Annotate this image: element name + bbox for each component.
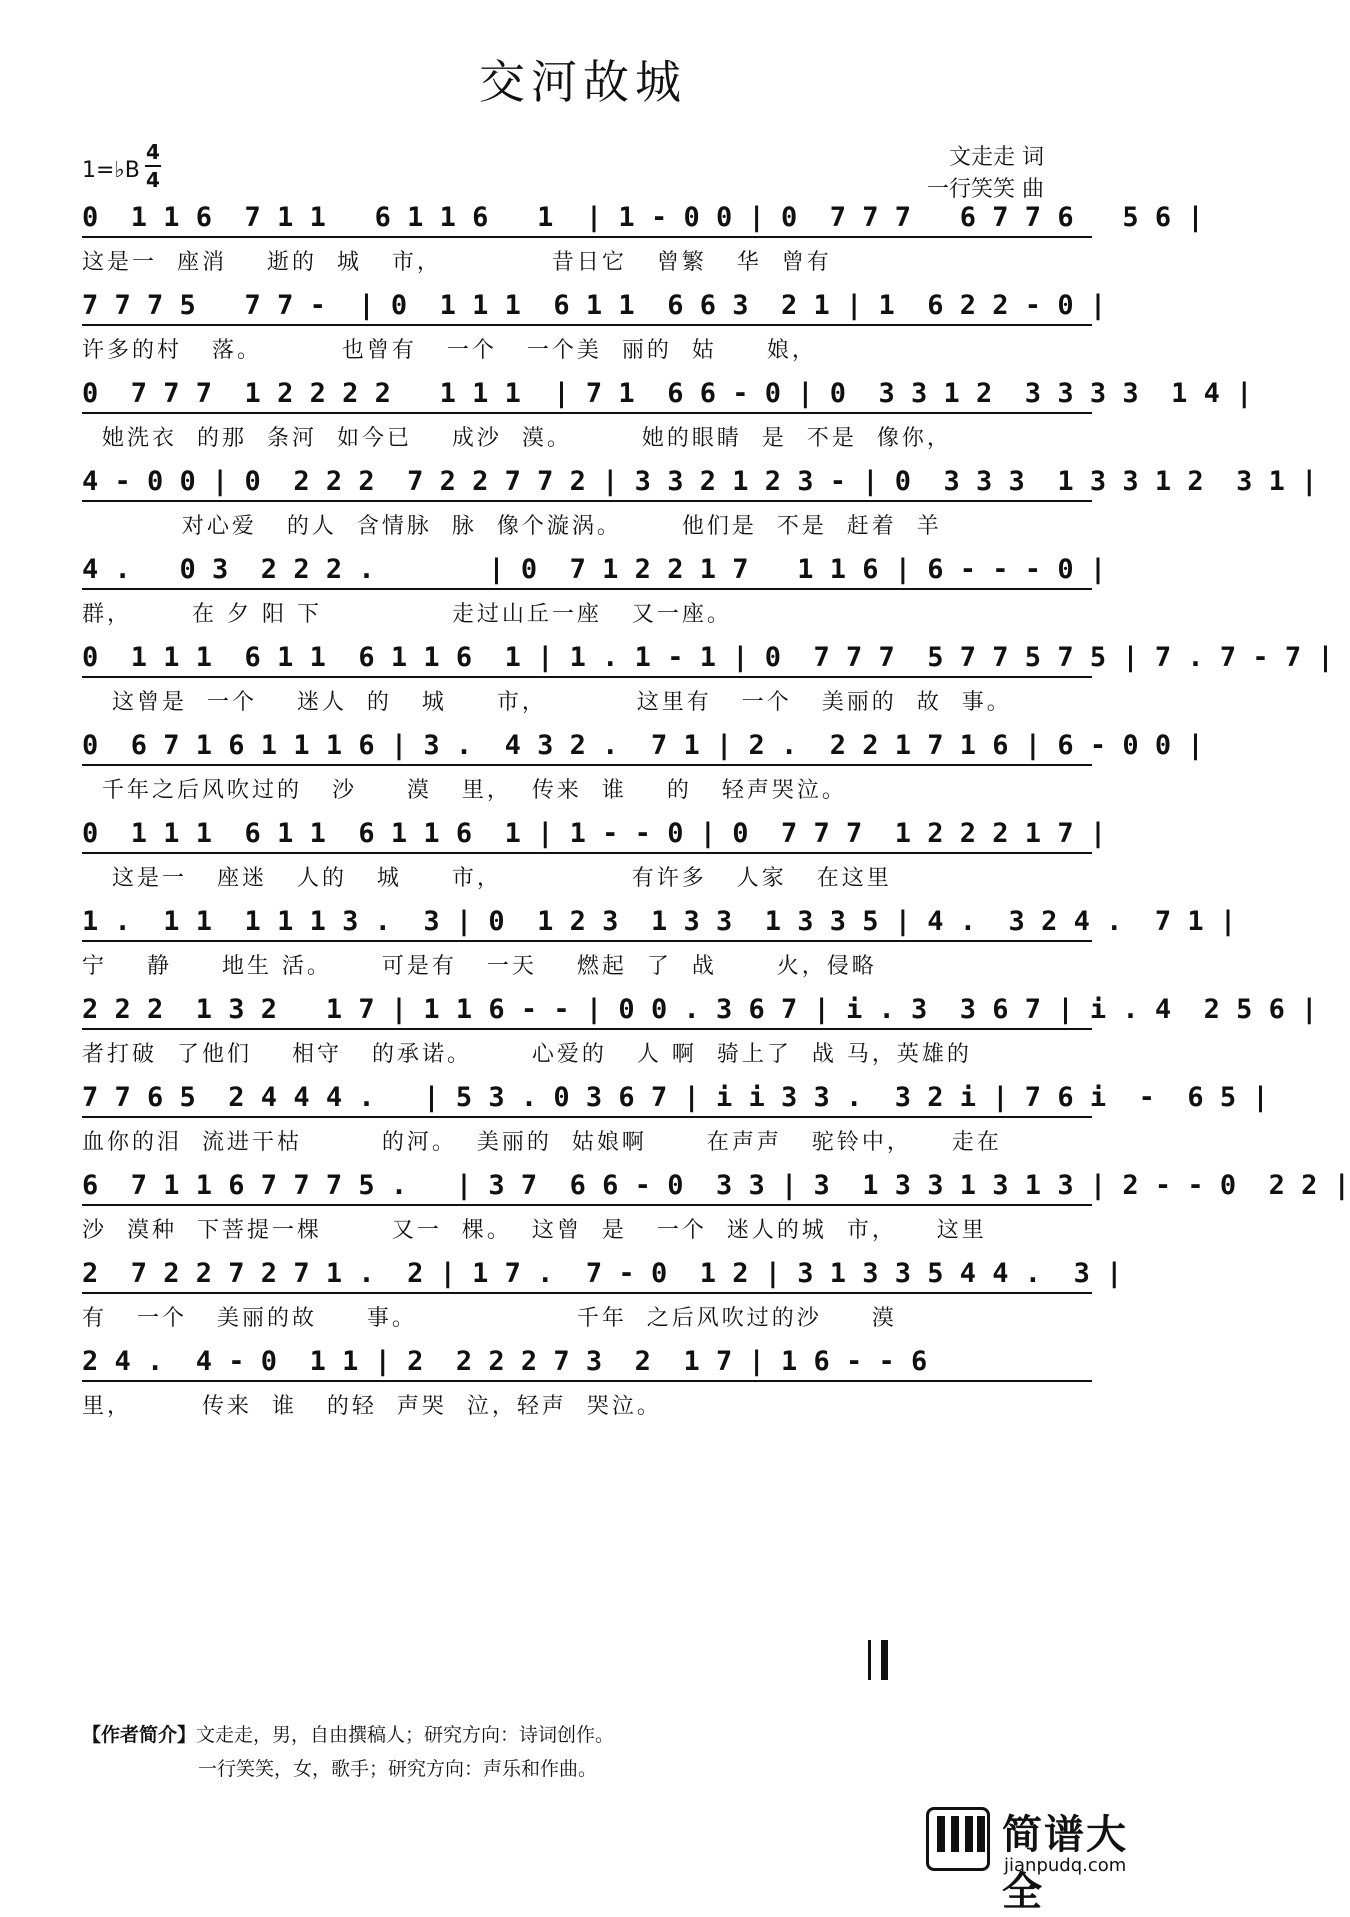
lyric-line: 这曾是 一个 迷人 的 城 市， 这里有 一个 美丽的 故 事。 — [82, 690, 1012, 715]
score-row — [82, 1078, 1269, 1170]
time-signature — [143, 140, 163, 192]
credits — [927, 142, 1044, 206]
beam-line — [82, 940, 1092, 942]
lyric-line: 沙 漠种 下菩提一棵 又一 棵。 这曾 是 一个 迷人的城 市， 这里 — [82, 1218, 987, 1243]
beam-line — [82, 676, 1092, 678]
beam-line — [82, 500, 1092, 502]
beam-line — [82, 236, 1092, 238]
lyric-line: 里， 传来 谁 的轻 声哭 泣，轻声 哭泣。 — [82, 1394, 662, 1419]
lyric-line: 者打破 了他们 相守 的承诺。 心爱的 人 啊 骑上了 战 马，英雄的 — [82, 1042, 972, 1067]
beam-line — [82, 412, 1092, 414]
score-row — [82, 1254, 1123, 1346]
notation-line: 0 1 1 1 6 1 1 6 1 1 6 1 | 1 - - 0 | 0 7 7 7 1 2 2 2 1 7 | — [82, 818, 1107, 849]
beam-line — [82, 764, 1092, 766]
lyric-line: 有 一个 美丽的故 事。 千年 之后风吹过的沙 漠 — [82, 1306, 897, 1331]
beam-line — [82, 852, 1092, 854]
lyric-line: 宁 静 地生 活。 可是有 一天 燃起 了 战 火，侵略 — [82, 954, 877, 979]
lyric-line: 对心爱 的人 含情脉 脉 像个漩涡。 他们是 不是 赶着 羊 — [82, 514, 942, 539]
beam-line — [82, 324, 1092, 326]
beam-line — [82, 1292, 1092, 1294]
beam-line — [82, 1380, 1092, 1382]
notation-line: 4 . 0 3 2 2 2 . | 0 7 1 2 2 1 7 1 1 6 | 6 - - - 0 | — [82, 554, 1107, 585]
lyric-line: 群， 在 夕 阳 下 走过山丘一座 又一座。 — [82, 602, 732, 627]
notation-line: 7 7 7 5 7 7 - | 0 1 1 1 6 1 1 6 6 3 2 1 | 1 6 2 2 - 0 | — [82, 290, 1107, 321]
lyric-line: 血你的泪 流进干枯 的河。 美丽的 姑娘啊 在声声 驼铃中， 走在 — [82, 1130, 1002, 1155]
lyric-line: 这是一 座迷 人的 城 市， 有许多 人家 在这里 — [82, 866, 892, 891]
final-barline — [868, 1640, 888, 1680]
notation-line: 0 1 1 6 7 1 1 6 1 1 6 1 | 1 - 0 0 | 0 7 7 7 6 7 7 6 5 6 | — [82, 202, 1204, 233]
score-row — [82, 198, 1204, 290]
beam-line — [82, 1116, 1092, 1118]
beam-line — [82, 588, 1092, 590]
notation-line: 4 - 0 0 | 0 2 2 2 7 2 2 7 7 2 | 3 3 2 1 2 3 - | 0 3 3 3 1 3 3 1 2 3 1 | — [82, 466, 1318, 497]
score-row — [82, 1166, 1350, 1258]
score-row — [82, 814, 1107, 906]
lyric-line: 这是一 座消 逝的 城 市， 昔日它 曾繁 华 曾有 — [82, 250, 832, 275]
bio-line-2: 一行笑笑，女，歌手；研究方向：声乐和作曲。 — [198, 1758, 598, 1780]
lyricist-credit: 文走走 词 — [949, 145, 1044, 170]
score-row — [82, 550, 1107, 642]
score-row — [82, 462, 1318, 554]
notation-line: 0 7 7 7 1 2 2 2 2 1 1 1 | 7 1 6 6 - 0 | 0 3 3 1 2 3 3 3 3 1 4 | — [82, 378, 1253, 409]
composer-credit: 一行笑笑 曲 — [927, 177, 1044, 202]
site-logo — [926, 1803, 1146, 1915]
score-row — [82, 1342, 1092, 1434]
notation-line: 1 . 1 1 1 1 1 3 . 3 | 0 1 2 3 1 3 3 1 3 3 5 | 4 . 3 2 4 . 7 1 | — [82, 906, 1237, 937]
beam-line — [82, 1204, 1092, 1206]
bio-heading: 【作者简介】 — [82, 1724, 197, 1746]
score-row — [82, 286, 1107, 378]
notation-line: 0 1 1 1 6 1 1 6 1 1 6 1 | 1 . 1 - 1 | 0 7 7 7 5 7 7 5 7 5 | 7 . 7 - 7 | — [82, 642, 1334, 673]
score-row — [82, 638, 1334, 730]
key-signature: 1=♭B — [82, 158, 140, 183]
score-row — [82, 726, 1204, 818]
author-bio — [82, 1718, 614, 1786]
piano-icon — [926, 1807, 990, 1871]
logo-url: jianpudq.com — [1004, 1855, 1127, 1876]
bio-line-1: 文走走，男，自由撰稿人；研究方向：诗词创作。 — [196, 1724, 615, 1746]
logo-name: 简谱大全 — [1002, 1812, 1128, 1915]
notation-line: 0 6 7 1 6 1 1 1 6 | 3 . 4 3 2 . 7 1 | 2 . 2 2 1 7 1 6 | 6 - 0 0 | — [82, 730, 1204, 761]
score-row — [82, 990, 1318, 1082]
score-row — [82, 374, 1253, 466]
song-title: 交河故城 — [479, 55, 687, 109]
notation-line: 2 2 2 1 3 2 1 7 | 1 1 6 - - | 0 0 . 3 6 7 | i . 3 3 6 7 | i . 4 2 5 6 | — [82, 994, 1318, 1025]
lyric-line: 许多的村 落。 也曾有 一个 一个美 丽的 姑 娘， — [82, 338, 817, 363]
notation-line: 7 7 6 5 2 4 4 4 . | 5 3 . 0 3 6 7 | i i 3 3 . 3 2 i | 7 6 i - 6 5 | — [82, 1082, 1269, 1113]
beam-line — [82, 1028, 1092, 1030]
lyric-line: 千年之后风吹过的 沙 漠 里， 传来 谁 的 轻声哭泣。 — [82, 778, 847, 803]
notation-line: 2 7 2 2 7 2 7 1 . 2 | 1 7 . 7 - 0 1 2 | 3 1 3 3 5 4 4 . 3 | — [82, 1258, 1123, 1289]
meter-top: 4 — [146, 140, 160, 164]
meter-bottom: 4 — [146, 168, 160, 192]
score-row — [82, 902, 1237, 994]
notation-line: 2 4 . 4 - 0 1 1 | 2 2 2 2 7 3 2 1 7 | 1 6 - - 6 — [82, 1346, 944, 1377]
lyric-line: 她洗衣 的那 条河 如今已 成沙 漠。 她的眼睛 是 不是 像你， — [82, 426, 952, 451]
notation-line: 6 7 1 1 6 7 7 7 5 . | 3 7 6 6 - 0 3 3 | 3 1 3 3 1 3 1 3 | 2 - - 0 2 2 | — [82, 1170, 1350, 1201]
